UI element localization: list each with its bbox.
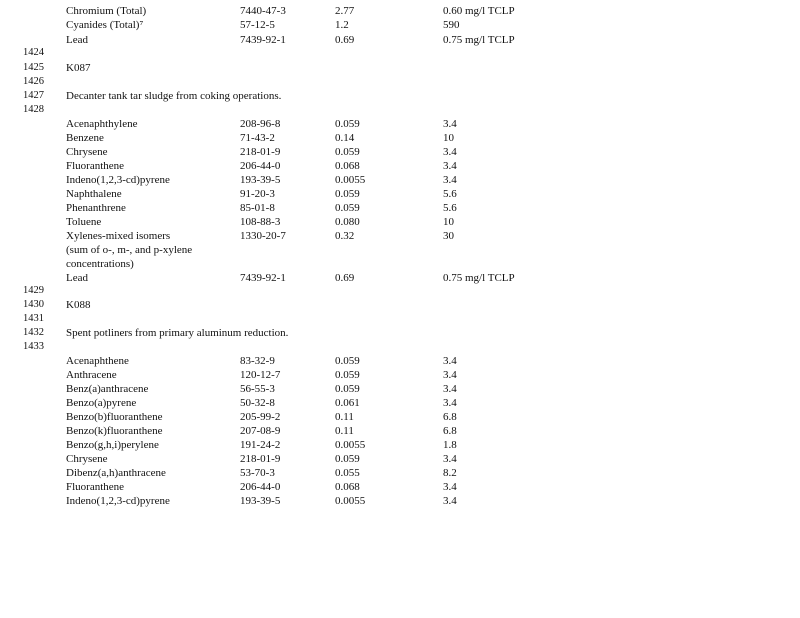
constituent-name: Benzo(k)fluoranthene [66,425,163,437]
nonwastewater-standard: 0.75 mg/l TCLP [443,272,515,284]
table-row [0,410,800,424]
nonwastewater-standard: 10 [443,216,454,228]
constituent-name: Benzo(a)pyrene [66,397,137,409]
cas-number: 7440-47-3 [240,5,286,17]
line-number: 1424 [23,47,44,58]
cas-number: 50-32-8 [240,397,275,409]
wastewater-standard: 0.69 [335,272,355,284]
nonwastewater-standard: 3.4 [443,174,457,186]
wastewater-standard: 0.059 [335,369,360,381]
waste-description: Spent potliners from primary aluminum reduction. [66,327,289,339]
nonwastewater-standard: 3.4 [443,495,457,507]
table-row [0,424,800,438]
constituent-name: Fluoranthene [66,160,125,172]
nonwastewater-standard: 3.4 [443,383,457,395]
nonwastewater-standard: 10 [443,132,454,144]
table-row [0,452,800,466]
table-row [0,494,800,508]
nonwastewater-standard: 0.60 mg/l TCLP [443,5,515,17]
table-row [0,145,800,159]
nonwastewater-standard: 590 [443,19,460,31]
cas-number: 191-24-2 [240,439,281,451]
table-row [0,229,800,243]
constituent-name: Acenaphthylene [66,118,138,130]
nonwastewater-standard: 6.8 [443,411,457,423]
constituent-note: (sum of o-, m-, and p-xylene [66,244,193,256]
constituent-name: Acenaphthene [66,355,129,367]
table-row [0,368,800,382]
table-row [0,382,800,396]
wastewater-standard: 0.068 [335,160,360,172]
cas-number: 206-44-0 [240,160,281,172]
wastewater-standard: 0.0055 [335,174,366,186]
constituent-name: Lead [66,34,88,46]
wastewater-standard: 0.061 [335,397,360,409]
constituent-name: Anthracene [66,369,117,381]
table-row [0,201,800,215]
line-number: 1430 [23,299,44,310]
table-row [0,131,800,145]
constituent-name: Indeno(1,2,3-cd)pyrene [66,174,170,186]
constituent-name: Phenanthrene [66,202,126,214]
wastewater-standard: 0.059 [335,453,360,465]
constituent-name: Benzo(g,h,i)perylene [66,439,159,451]
wastewater-standard: 0.0055 [335,439,366,451]
constituent-name: Fluoranthene [66,481,125,493]
cas-number: 207-08-9 [240,425,281,437]
wastewater-standard: 0.059 [335,118,360,130]
nonwastewater-standard: 3.4 [443,355,457,367]
cas-number: 206-44-0 [240,481,281,493]
table-row [0,215,800,229]
table-row [0,18,800,32]
nonwastewater-standard: 6.8 [443,425,457,437]
wastewater-standard: 0.059 [335,188,360,200]
constituent-name: Chromium (Total) [66,5,147,17]
line-number: 1426 [23,76,44,87]
constituent-name: Xylenes-mixed isomers [66,230,171,242]
wastewater-standard: 0.059 [335,146,360,158]
table-row [0,187,800,201]
constituent-name: Toluene [66,216,102,228]
constituent-name: Lead [66,272,88,284]
wastewater-standard: 0.14 [335,132,355,144]
wastewater-standard: 0.11 [335,425,354,437]
nonwastewater-standard: 3.4 [443,453,457,465]
line-number: 1428 [23,104,44,115]
cas-number: 7439-92-1 [240,34,286,46]
cas-number: 120-12-7 [240,369,281,381]
cas-number: 193-39-5 [240,495,281,507]
line-number: 1432 [23,327,44,338]
wastewater-standard: 0.055 [335,467,360,479]
nonwastewater-standard: 5.6 [443,188,457,200]
table-row-note [0,257,800,271]
constituent-name: Dibenz(a,h)anthracene [66,467,166,479]
table-row [0,33,800,47]
nonwastewater-standard: 3.4 [443,369,457,381]
constituent-name: Cyanides (Total)⁷ [66,19,144,31]
line-number: 1433 [23,341,44,352]
wastewater-standard: 2.77 [335,5,355,17]
constituent-name: Indeno(1,2,3-cd)pyrene [66,495,170,507]
nonwastewater-standard: 3.4 [443,397,457,409]
constituent-name: Benz(a)anthracene [66,383,149,395]
nonwastewater-standard: 3.4 [443,160,457,172]
waste-description: Decanter tank tar sludge from coking operations. [66,90,282,102]
nonwastewater-standard: 30 [443,230,454,242]
cas-number: 85-01-8 [240,202,275,214]
cas-number: 193-39-5 [240,174,281,186]
line-number: 1425 [23,62,44,73]
waste-code: K087 [66,62,91,74]
cas-number: 56-55-3 [240,383,275,395]
wastewater-standard: 1.2 [335,19,349,31]
nonwastewater-standard: 0.75 mg/l TCLP [443,34,515,46]
table-row [0,4,800,18]
table-row [0,466,800,480]
table-row [0,396,800,410]
table-row [0,271,800,285]
cas-number: 71-43-2 [240,132,275,144]
cas-number: 7439-92-1 [240,272,286,284]
constituent-name: Chrysene [66,453,108,465]
wastewater-standard: 0.0055 [335,495,366,507]
wastewater-standard: 0.11 [335,411,354,423]
nonwastewater-standard: 3.4 [443,481,457,493]
wastewater-standard: 0.32 [335,230,355,242]
nonwastewater-standard: 5.6 [443,202,457,214]
cas-number: 108-88-3 [240,216,281,228]
nonwastewater-standard: 3.4 [443,118,457,130]
cas-number: 83-32-9 [240,355,275,367]
wastewater-standard: 0.059 [335,355,360,367]
cas-number: 218-01-9 [240,453,281,465]
nonwastewater-standard: 3.4 [443,146,457,158]
line-number: 1427 [23,90,44,101]
constituent-note: concentrations) [66,258,134,270]
cas-number: 1330-20-7 [240,230,286,242]
nonwastewater-standard: 8.2 [443,467,457,479]
table-row [0,173,800,187]
cas-number: 57-12-5 [240,19,275,31]
constituent-name: Benzene [66,132,104,144]
wastewater-standard: 0.69 [335,34,355,46]
waste-code: K088 [66,299,91,311]
constituent-name: Benzo(b)fluoranthene [66,411,163,423]
constituent-name: Chrysene [66,146,108,158]
cas-number: 205-99-2 [240,411,281,423]
cas-number: 53-70-3 [240,467,275,479]
wastewater-standard: 0.059 [335,383,360,395]
cas-number: 91-20-3 [240,188,275,200]
constituent-name: Naphthalene [66,188,122,200]
cas-number: 218-01-9 [240,146,281,158]
table-row-note [0,243,800,257]
wastewater-standard: 0.080 [335,216,360,228]
table-row [0,354,800,368]
line-number: 1429 [23,285,44,296]
table-row [0,438,800,452]
line-number: 1431 [23,313,44,324]
table-row [0,117,800,131]
cas-number: 208-96-8 [240,118,281,130]
nonwastewater-standard: 1.8 [443,439,457,451]
table-row [0,159,800,173]
table-row [0,480,800,494]
wastewater-standard: 0.068 [335,481,360,493]
wastewater-standard: 0.059 [335,202,360,214]
